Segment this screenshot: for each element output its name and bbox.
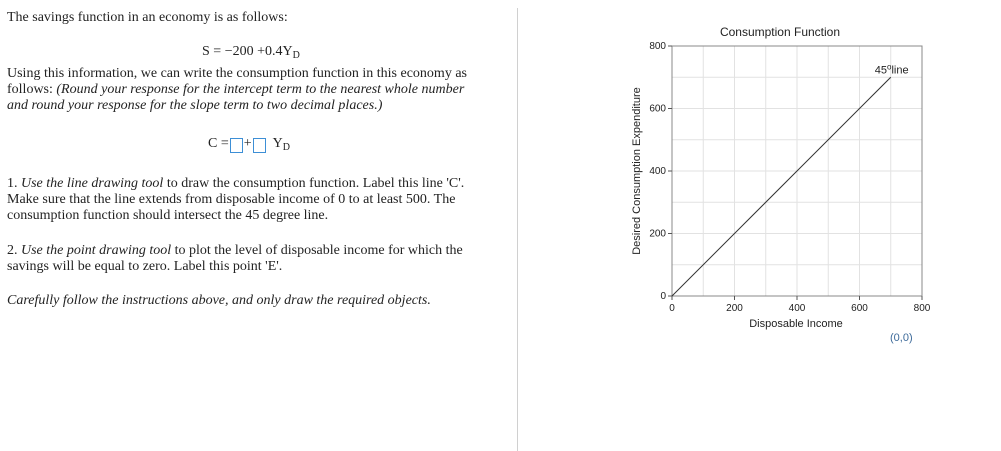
x-tick-label: 0	[669, 303, 675, 314]
savings-eq-coef: 0.4Y	[265, 44, 293, 59]
closing-note: Carefully follow the instructions above, and only draw the required objects.	[7, 293, 431, 308]
coordinate-readout: (0,0)	[890, 332, 913, 344]
y-axis-label: Desired Consumption Expenditure	[631, 87, 643, 255]
savings-eq-constant: −200	[224, 44, 254, 59]
x-tick-label: 600	[851, 303, 868, 314]
y-tick-label: 200	[649, 228, 666, 240]
consumption-eq-sub: D	[282, 142, 290, 153]
step1-line-1: 1. Use the line drawing tool to draw the consumption function. Label this line 'C'.	[7, 176, 465, 191]
x-axis-label: Disposable Income	[749, 318, 843, 330]
instruction-line-3: and round your response for the slope term to two decimal places.)	[7, 98, 383, 113]
x-tick-label: 400	[788, 303, 806, 314]
y-tick-label: 800	[649, 41, 666, 52]
step2-line-2: savings will be equal to zero. Label this point 'E'.	[7, 259, 283, 274]
savings-eq-lhs: S =	[202, 44, 222, 59]
intro-text: The savings function in an economy is as follows:	[7, 10, 288, 25]
series-label-45-line: 45$^o$line	[874, 62, 909, 77]
x-tick-label: 800	[913, 303, 931, 314]
step1-line-3: consumption function should intersect the 45 degree line.	[7, 208, 329, 223]
chart-series	[672, 62, 909, 296]
y-tick-label: 600	[649, 103, 666, 115]
consumption-eq-plus: +	[243, 136, 252, 151]
instruction-line-1: Using this information, we can write the consumption function in this economy as	[7, 66, 467, 81]
consumption-eq-lhs: C =	[208, 136, 229, 151]
instruction-line-2: follows: (Round your response for the intercept term to the nearest whole number	[7, 82, 465, 97]
x-tick-label: 200	[726, 303, 743, 314]
chart-title: Consumption Function	[719, 25, 841, 39]
y-tick-label: 400	[649, 166, 666, 177]
savings-eq-sub: D	[292, 50, 300, 61]
consumption-eq-y: Y	[272, 136, 283, 151]
step2-line-1: 2. Use the point drawing tool to plot the level of disposable income for which the	[7, 243, 463, 258]
forty-five-degree-line	[672, 77, 891, 296]
step1-line-2: Make sure that the line extends from disposable income of 0 to at least 500. The	[7, 192, 456, 207]
y-tick-label: 0	[660, 291, 666, 302]
savings-eq-plus: +	[257, 44, 265, 59]
